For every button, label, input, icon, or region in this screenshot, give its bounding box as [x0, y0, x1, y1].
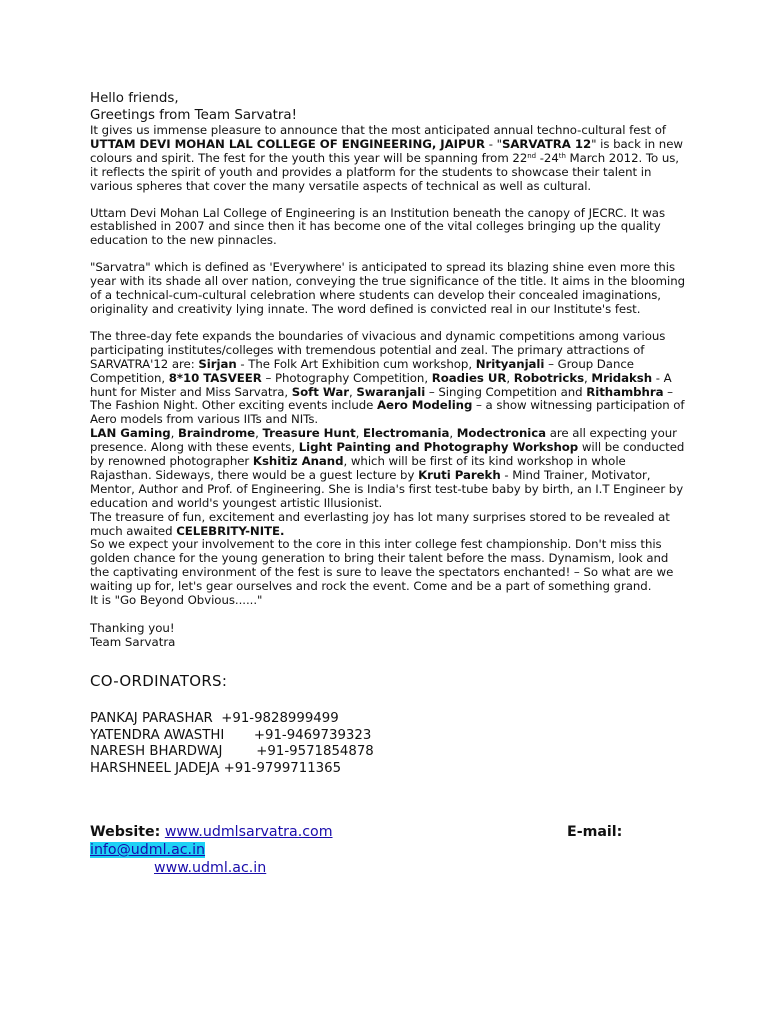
events-text: are all expecting your presence. Along with these events, — [90, 426, 677, 455]
invitation-text: So we expect your involvement to the core in this inter college fest championship. Don't miss this golden chance for the young generation to bring their talent before the mass. Dynamism, look and the captivating environment of the fest is sure to leave the spectators enchanted! – So what are we waiting up for, let's gear ourselves and rock the event. Come and be a part of something grand. — [90, 537, 674, 594]
events-text: The three-day fete expands the boundaries of vivacious and dynamic competitions among various participating institutes/colleges with tremendous potential and zeal. The primary attractions of SARVATRA'12 are: — [90, 328, 666, 371]
event-lan-gaming: LAN Gaming — [90, 426, 171, 441]
event-tasveer: 8*10 TASVEER — [168, 370, 262, 385]
lecturer-name: Kruti Parekh — [418, 467, 501, 482]
coordinators-list — [90, 711, 690, 777]
events-text: will be conducted by renowned photographer — [90, 440, 685, 469]
intro-text-e: March 2012. To us, it reflects the spirit of youth and provides a platform for the students to showcase their talent in various spheres that cover the many versatile aspects of technical as well as cultural. — [90, 150, 679, 193]
intro-text-b: - " — [485, 136, 502, 151]
event-swaranjali: Swaranjali — [356, 384, 426, 399]
event-photography-workshop: Light Painting and Photography Workshop — [298, 440, 579, 455]
coordinator-row: HARSHNEEL JADEJA +91-9799711365 — [90, 760, 342, 776]
events-text: , — [355, 426, 364, 441]
event-nrityanjali: Nrityanjali — [475, 356, 545, 371]
events-text: – The Fashion Night. Other exciting events include — [90, 384, 673, 413]
event-treasure-hunt: Treasure Hunt — [262, 426, 356, 441]
greeting-line-2: Greetings from Team Sarvatra! — [90, 108, 297, 123]
email-link[interactable]: info@udml.ac.in — [90, 842, 206, 858]
website-link[interactable]: www.udmlsarvatra.com — [164, 824, 333, 840]
intro-text-a: It gives us immense pleasure to announce that the most anticipated annual techno-cultural fest of — [90, 123, 666, 137]
events-text: , — [348, 384, 357, 399]
events-text: – a show witnessing participation of Aero models from various IITs and NITs. — [90, 398, 685, 427]
event-aero-modeling: Aero Modeling — [377, 398, 473, 413]
signature-line: Team Sarvatra — [90, 635, 176, 649]
events-text: , which will be first of its kind workshop in whole Rajasthan. Sideways, there would be a guest lecture by — [90, 454, 626, 482]
intro-text-c: " is back in new colours and spirit. The fest for the youth this year will be spanning from 22 — [90, 136, 683, 165]
event-modectronica: Modectronica — [456, 426, 547, 441]
events-paragraph — [90, 330, 690, 608]
coordinator-row: NARESH BHARDWAJ +91-9571854878 — [90, 744, 374, 759]
college-paragraph: Uttam Devi Mohan Lal College of Engineering is an Institution beneath the canopy of JECRC. It was established in 2007 and since then it has become one of the vital colleges bringing up the quality education to the new pinnacles. — [90, 205, 666, 248]
events-text: , — [170, 426, 179, 441]
letter-body — [90, 90, 690, 777]
intro-text-d: -24 — [536, 150, 559, 165]
events-text: , — [506, 370, 514, 385]
site2-line — [90, 859, 690, 877]
event-soft-war: Soft War — [291, 384, 349, 399]
celebrity-text: The treasure of fun, excitement and everlasting joy has lot many surprises stored to be revealed at much awaited — [90, 509, 670, 538]
celebrity-nite: CELEBRITY-NITE. — [176, 523, 285, 538]
events-text: , — [449, 426, 457, 441]
photographer-name: Kshitiz Anand — [252, 454, 344, 469]
coordinators-heading: CO-ORDINATORS: — [90, 672, 228, 690]
event-electromania: Electromania — [363, 426, 450, 441]
events-text: , — [584, 370, 592, 385]
thanks-line: Thanking you! — [90, 621, 175, 635]
fest-name: SARVATRA 12 — [501, 136, 592, 151]
intro-paragraph — [90, 124, 690, 194]
secondary-website-link[interactable]: www.udml.ac.in — [154, 860, 267, 876]
event-rithambhra: Rithambhra — [586, 384, 664, 399]
event-braindrome: Braindrome — [178, 426, 256, 441]
coordinator-row: YATENDRA AWASTHI +91-9469739323 — [90, 727, 372, 743]
email-label: E-mail: — [567, 824, 623, 840]
event-roadies: Roadies UR — [431, 370, 507, 385]
sarvatra-paragraph: "Sarvatra" which is defined as 'Everywhere' is anticipated to spread its blazing shine even more this year with its shade all over nation, conveying the true significance of the title. It aims in the blooming of a technical-cum-cultural celebration where students can develop their concealed imaginations, originality and creativity lying innate. The word defined is convicted real in our Institute's fest. — [90, 260, 686, 316]
events-text: - The Folk Art Exhibition cum workshop, — [236, 356, 476, 371]
college-name: UTTAM DEVI MOHAN LAL COLLEGE OF ENGINEERING, JAIPUR — [90, 136, 486, 151]
tagline: It is "Go Beyond Obvious......" — [90, 593, 263, 608]
events-text: – Photography Competition, — [261, 370, 432, 385]
event-mridaksh: Mridaksh — [591, 370, 653, 385]
event-sirjan: Sirjan — [198, 356, 237, 371]
events-text: , — [255, 426, 263, 441]
date-sup-1: nd — [527, 151, 537, 160]
events-text: – Singing Competition and — [425, 384, 587, 399]
coordinator-row: PANKAJ PARASHAR +91-9828999499 — [90, 711, 339, 726]
greeting-line-1: Hello friends, — [90, 91, 179, 106]
event-robotricks: Robotricks — [513, 370, 585, 385]
email-line — [90, 841, 690, 859]
date-sup-2: th — [558, 151, 566, 160]
events-text: - Mind Trainer, Motivator, Mentor, Author and Prof. of Engineering. She is India's first test-tube baby by birth, an I.T Engineer by education and world's youngest artistic Illusionist. — [90, 467, 684, 510]
events-text: – Group Dance Competition, — [90, 356, 634, 385]
website-label: Website: — [90, 824, 161, 840]
events-text: - A hunt for Mister and Miss Sarvatra, — [90, 370, 672, 399]
